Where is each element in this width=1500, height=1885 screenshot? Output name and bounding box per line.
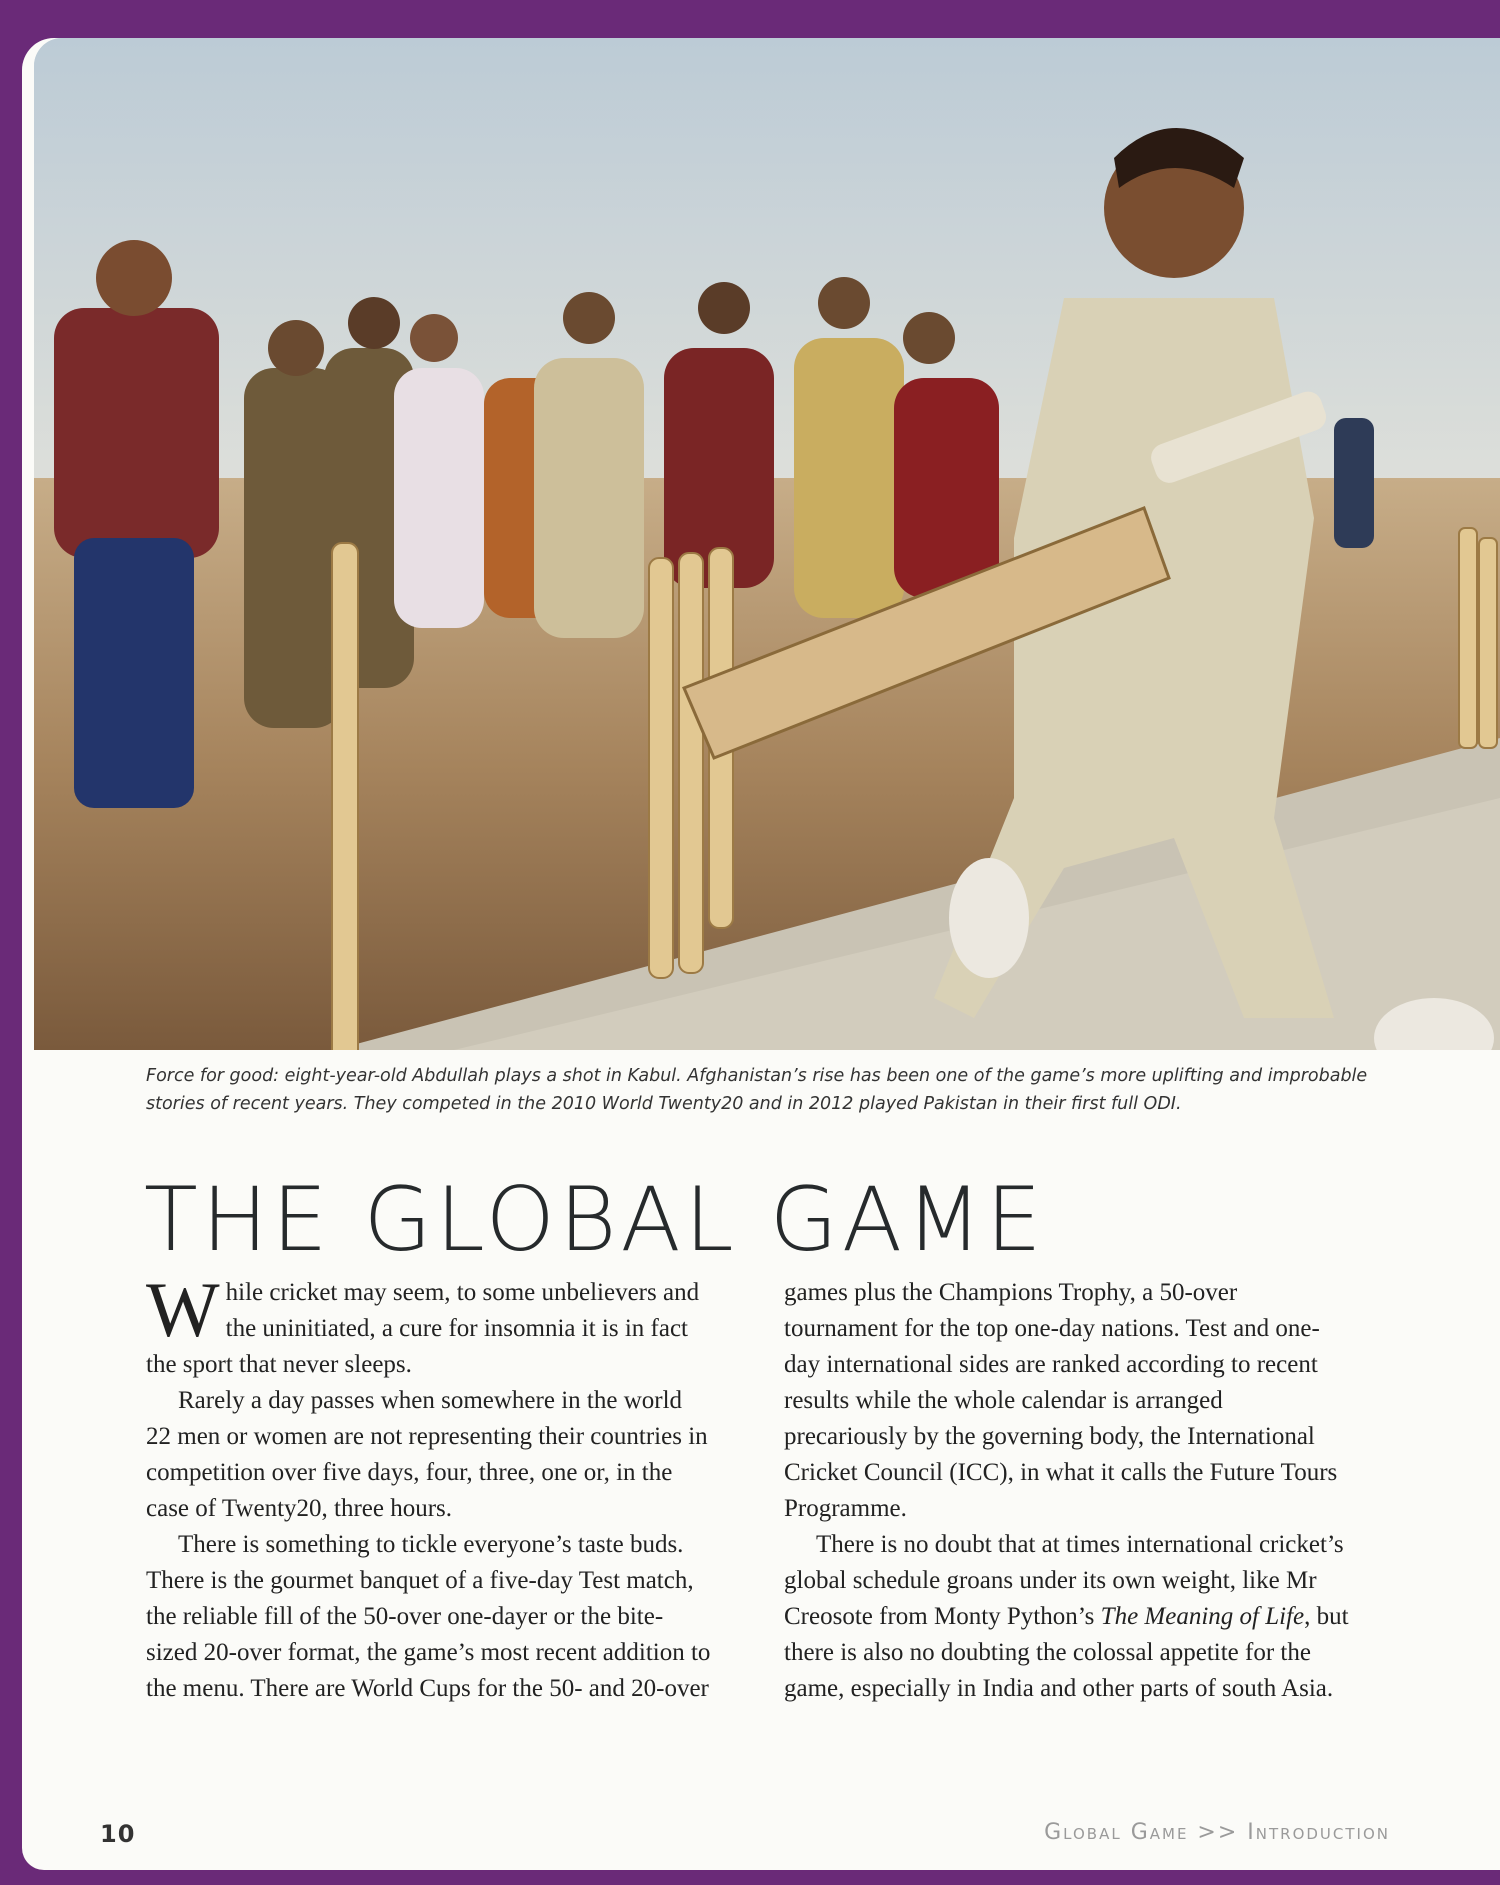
running-footer: Global Game >> Introduction — [1044, 1820, 1390, 1845]
photo-caption: Force for good: eight-year-old Abdullah plays a shot in Kabul. Afghanistan’s rise has been one of the game’s more uplifting and improbable stories of recent years. They competed in the 2010 World Twenty20 and in 2012 played Pakistan in their first full ODI. — [146, 1066, 1368, 1114]
page-number: 10 — [100, 1820, 136, 1848]
article-title: THE GLOBAL GAME — [144, 1168, 1046, 1271]
cricket-photo — [34, 38, 1500, 1050]
paragraph: There is something to tickle everyone’s taste buds. There is the gourmet banquet of a five-day Test match, the reliable fill of the 50-over one-dayer or the bite-sized 20-over format, the game’s most recent addition to the menu. There are World Cups for the 50- and 20-over — [146, 1531, 711, 1702]
paragraph: Rarely a day passes when somewhere in the world 22 men or women are not representing their countries in competition over five days, four, three, one or, in the case of Twenty20, three hours. — [146, 1387, 708, 1522]
paragraph: games plus the Champions Trophy, a 50-over tournament for the top one-day nations. Test and one-day international sides are ranked according to recent results while the whole calendar is arranged precariously by the governing body, the International Cricket Council (ICC), in what it calls the Future Tours Programme. — [784, 1279, 1338, 1522]
paragraph — [784, 1527, 1350, 1707]
article-column-right — [784, 1275, 1350, 1707]
paragraph — [146, 1266, 712, 1383]
boy-batting-illustration — [34, 38, 1500, 1050]
paragraph-text: , but there is also no doubting the colossal appetite for the game, especially in India and other parts of south Asia. — [784, 1603, 1349, 1702]
paragraph-text: hile cricket may seem, to some unbelievers and the uninitiated, a cure for insomnia it is in fact the sport that never sleeps. — [146, 1279, 700, 1378]
film-title: The Meaning of Life — [1100, 1603, 1305, 1630]
page — [22, 38, 1500, 1870]
dropcap: W — [146, 1266, 220, 1353]
paragraph-text: There is no doubt that at times international cricket’s global schedule groans under its own weight, like Mr Creosote from Monty Python’s — [784, 1531, 1344, 1630]
article-column-left — [146, 1266, 712, 1707]
